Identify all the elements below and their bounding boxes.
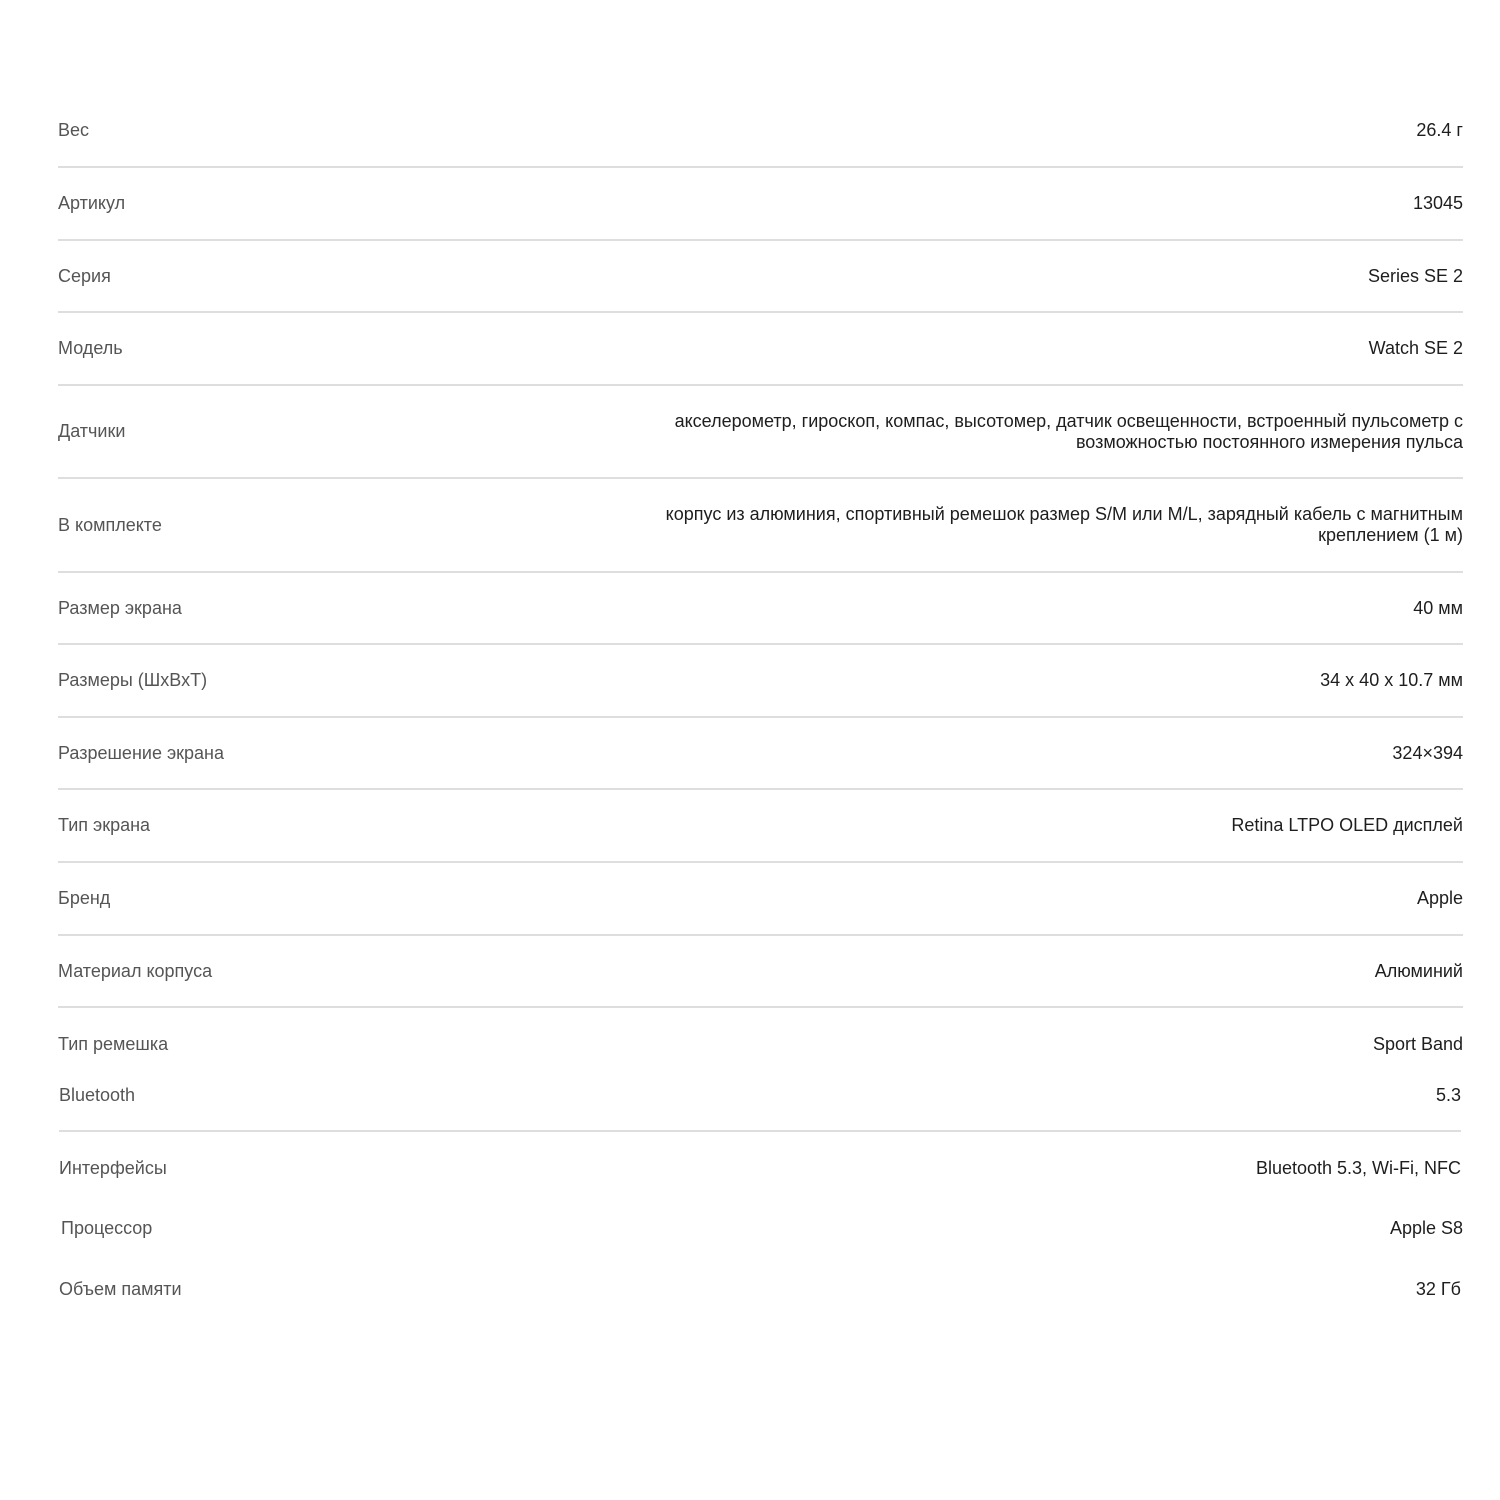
spec-row-model (58, 313, 1463, 386)
spec-row-brand (58, 863, 1463, 936)
spec-label: Вес (58, 120, 90, 140)
spec-label: Процессор (61, 1217, 153, 1238)
spec-label: Модель (58, 338, 123, 358)
spec-row-sensors (58, 386, 1463, 479)
spec-value: 40 мм (1413, 597, 1463, 618)
spec-value-line: креплением (1 м) (1318, 525, 1463, 545)
spec-value: Bluetooth 5.3, Wi-Fi, NFC (1255, 1157, 1461, 1178)
spec-label: Бренд (58, 888, 111, 908)
spec-value-line: корпус из алюминия, спортивный ремешок размер S/M или M/L, зарядный кабель с магнитным (665, 504, 1463, 524)
spec-row-screen-size (58, 573, 1463, 645)
spec-value (675, 411, 1463, 453)
spec-label: Серия (58, 265, 111, 286)
spec-value: Алюминий (1374, 960, 1463, 981)
spec-row-band-type (58, 1026, 1463, 1062)
spec-row-weight (58, 95, 1463, 168)
spec-label: Разрешение экрана (58, 742, 224, 763)
spec-value: Apple S8 (1389, 1217, 1463, 1238)
spec-row-processor (61, 1210, 1463, 1246)
spec-value: Watch SE 2 (1368, 338, 1463, 358)
spec-value: Sport Band (1372, 1033, 1463, 1054)
spec-value: 324×394 (1392, 742, 1463, 763)
spec-value-line: возможностью постоянного измерения пульса (1075, 431, 1463, 452)
spec-row-memory (59, 1271, 1461, 1307)
spec-value: 32 Гб (1415, 1278, 1461, 1299)
spec-row-package (58, 479, 1463, 573)
spec-label: Материал корпуса (58, 960, 213, 981)
spec-row-case-material (58, 936, 1463, 1008)
spec-value-line: акселерометр, гироскоп, компас, высотомер, датчик освещенности, встроенный пульсометр с (674, 410, 1463, 431)
spec-row-bluetooth (59, 1077, 1461, 1132)
spec-label: Тип экрана (58, 815, 151, 835)
spec-row-article (58, 168, 1463, 241)
spec-label: Размер экрана (58, 597, 182, 618)
spec-row-resolution (58, 718, 1463, 790)
spec-value: 34 x 40 x 10.7 мм (1320, 670, 1463, 690)
spec-row-screen-type (58, 790, 1463, 863)
spec-label: Тип ремешка (58, 1033, 169, 1054)
spec-value: 26.4 г (1416, 120, 1463, 140)
spec-label: Объем памяти (59, 1278, 182, 1299)
spec-value: 5.3 (1435, 1085, 1461, 1105)
spec-label: В комплекте (58, 514, 162, 535)
spec-value: 13045 (1412, 193, 1463, 213)
spec-row-dimensions (58, 645, 1463, 718)
spec-value: Series SE 2 (1367, 265, 1463, 286)
spec-row-series (58, 241, 1463, 313)
spec-value: Apple (1416, 888, 1463, 908)
spec-value (666, 504, 1463, 546)
spec-row-interfaces (59, 1150, 1461, 1186)
spec-label: Размеры (ШхВхТ) (58, 670, 208, 690)
spec-label: Bluetooth (59, 1085, 136, 1105)
spec-label: Датчики (58, 421, 126, 441)
spec-label: Интерфейсы (59, 1157, 167, 1178)
spec-label: Артикул (58, 193, 126, 213)
spec-value: Retina LTPO OLED дисплей (1231, 815, 1463, 835)
